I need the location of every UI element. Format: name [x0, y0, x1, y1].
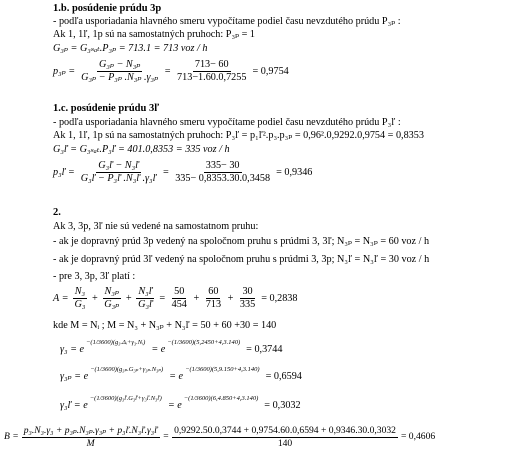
equals-sign: = [162, 166, 170, 178]
section-1c-line2: Ak 1, 1ľ, 1p sú na samostatných pruhoch: P₃ľ = p₁ľ².p₃.p₃ₚ = 0,96².0,9292.0,9754 = 0,8353 [53, 130, 424, 141]
p-fraction-numeric [173, 161, 272, 184]
equals-sign: = [164, 65, 172, 77]
plus-sign: + [192, 292, 200, 304]
b-result: = 0,4606 [400, 431, 436, 443]
b-fraction-symbolic [22, 426, 160, 448]
fraction-numerator: G₃ľ − N₃ľ [96, 161, 141, 173]
a-fraction-3 [136, 287, 155, 310]
fraction-numerator: 0,9292.50.0,3744 + 0,9754.60.0,6594 + 0,9346.30.0,3032 [174, 425, 396, 436]
fraction-denominator: M [86, 437, 95, 449]
p-fraction-symbolic [79, 60, 160, 83]
m-line: kde M = Nᵢ ; M = N₃ + N₃ₚ + N₃ľ = 50 + 60 +30 = 140 [53, 320, 277, 331]
fraction-numerator: N₃ₚ [103, 287, 121, 299]
fraction-numerator: 30 [240, 287, 254, 299]
fraction-denominator: 335 [239, 299, 256, 311]
p-result: = 0,9346 [276, 166, 313, 178]
gamma-result: = 0,6594 [265, 371, 302, 382]
fraction-denominator: 454 [171, 299, 187, 311]
exponent: −(1/3600)(g₃.Δᵢ+γ₃.Nᵢ) [86, 338, 146, 346]
fraction-numerator: G₃ₚ − N₃ₚ [97, 60, 142, 72]
section-1c-title: 1.c. posúdenie prúdu 3ľ [53, 103, 160, 114]
plus-sign: + [91, 292, 99, 304]
section-2-line2: - ak je dopravný prúd 3p vedený na spoločnom pruhu s prúdmi 3, 3ľ; N₃ₚ = N₃ₚ = 60 voz / h [53, 236, 430, 247]
fraction-numerator: 713− 60 [193, 60, 231, 72]
exponent: −(1/3600)(g₃ₚ.G₃ₚ+γ₃ₚ.N₃ₚ) [90, 365, 164, 373]
a-value-3 [238, 287, 257, 310]
fraction-denominator: G₃ₚ [104, 299, 120, 311]
fraction-denominator: G₃ľ [138, 299, 153, 311]
a-value-1 [170, 287, 189, 310]
fraction-denominator: G₃ľ − P₃ľ .N₃ľ .γ₃ľ [80, 173, 157, 185]
gamma-lhs: γ₃ľ = e [60, 400, 88, 411]
section-1b-p-equation [53, 60, 289, 83]
a-result: = 0,2838 [261, 292, 298, 304]
fraction-denominator: 140 [277, 437, 293, 449]
plus-sign: + [125, 292, 133, 304]
fraction-denominator: G₃ [74, 299, 86, 311]
exponent: −(1/3600)(g₃ľ.G₃ľ+γ₃ľ.N₃ľ) [89, 394, 162, 402]
equals-e: = e [169, 371, 184, 382]
fraction-numerator: 60 [206, 287, 220, 299]
section-1b-line2: Ak 1, 1ľ, 1p sú na samostatných pruhoch: P₃ₚ = 1 [53, 29, 255, 40]
b-equation [4, 426, 435, 448]
gamma-result: = 0,3032 [264, 400, 301, 411]
p-fraction-symbolic [79, 161, 159, 184]
fraction-denominator: G₃ₚ − P₃ₚ .N₃ₚ .γ₃ₚ [81, 72, 159, 84]
fraction-numerator: p₃.N₃.γ₃ + p₃ₚ.N₃ₚ.γ₃ₚ + p₃ľ.N₃ľ.γ₃ľ [23, 425, 158, 436]
section-1b-g-equation: G₃ₚ = G₃ₛₐₜ.P₃ₚ = 713.1 = 713 voz / h [53, 43, 208, 54]
fraction-denominator: 713−1.60.0,7255 [177, 72, 247, 84]
p-lhs: p₃ₚ = [53, 65, 76, 77]
a-lhs: A = [53, 292, 69, 304]
section-1b-line1: - podľa usporiadania hlavného smeru vypočítame podiel času nevzdutého prúdu P₃ₚ : [53, 16, 401, 27]
section-2-line1: Ak 3, 3p, 3ľ nie sú vedené na samostatnom pruhu: [53, 221, 259, 232]
equals-e: = e [167, 400, 182, 411]
fraction-numerator: 335− 30 [204, 161, 242, 173]
a-fraction-1 [72, 287, 87, 310]
section-2-line3: - ak je dopravný prúd 3ľ vedený na spoločnom pruhu s prúdmi 3, 3p; N₃ľ = N₃ľ = 30 voz / h [53, 254, 430, 265]
equals-e: = e [151, 344, 166, 355]
section-1c-g-equation: G₃ľ = G₃ₛₐₜ.P₃ľ = 401.0,8353 = 335 voz / h [53, 144, 230, 155]
p-fraction-numeric [175, 60, 248, 83]
a-equation [53, 287, 298, 310]
section-1c-p-equation [53, 161, 312, 184]
section-2-line4: - pre 3, 3p, 3ľ platí : [53, 271, 136, 282]
b-lhs: B = [4, 431, 19, 443]
exponent: −(1/3600)(5,2450+4,3.140) [167, 338, 241, 346]
fraction-denominator: 713 [205, 299, 222, 311]
fraction-numerator: 50 [172, 287, 186, 299]
section-2-title: 2. [53, 207, 61, 218]
gamma-lhs: γ₃ = e [60, 344, 85, 355]
gamma-result: = 0,3744 [246, 344, 283, 355]
fraction-numerator: N₃ľ [136, 287, 154, 299]
p-result: = 0,9754 [252, 65, 289, 77]
gamma-lhs: γ₃ₚ = e [60, 371, 89, 382]
equals-sign: = [162, 431, 170, 443]
section-1b-title: 1.b. posúdenie prúdu 3p [53, 3, 162, 14]
b-fraction-numeric [172, 426, 398, 448]
a-value-2 [204, 287, 223, 310]
exponent: −(1/3600)(5,9.150+4,3.140) [185, 365, 260, 373]
exponent: −(1/3600)(6,4.850+4,3.140) [183, 394, 259, 402]
section-1c-line1: - podľa usporiadania hlavného smeru vypočítame podiel času nevzdutého prúdu P₃ľ : [53, 117, 401, 128]
p-lhs: p₃ľ = [53, 166, 75, 178]
equals-sign: = [158, 292, 166, 304]
plus-sign: + [227, 292, 234, 304]
fraction-numerator: N₃ [73, 287, 87, 299]
fraction-denominator: 335− 0,8353.30.0,3458 [175, 173, 271, 185]
a-fraction-2 [102, 287, 121, 310]
